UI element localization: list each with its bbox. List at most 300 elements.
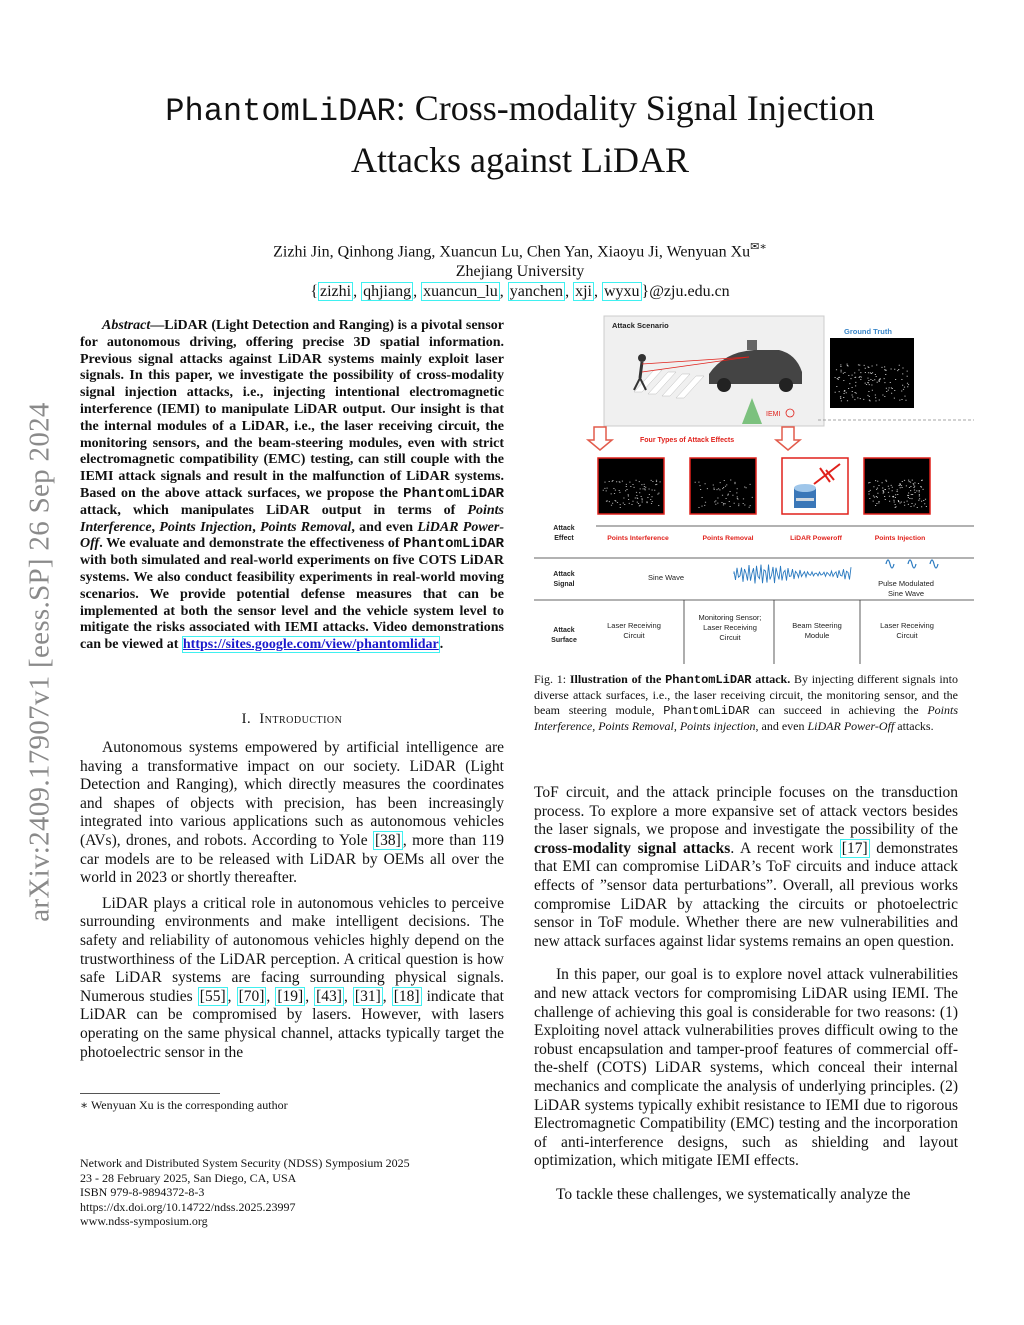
point-cloud-dot (858, 365, 859, 366)
point-cloud-dot (900, 503, 901, 504)
point-cloud-dot (876, 376, 877, 377)
point-cloud-dot (888, 390, 889, 391)
abstract-text: —LiDAR (Light Detection and Ranging) is a pivotal sensor for autonomous driving, offering precise 3D spatial information. Previous signal attacks against LiDAR systems mainly exploit laser signals. In this paper, we investigate the possibility of cross-modality signal injection attacks, i.e., injecting intentional electromagnetic interference (IEMI) to manipulate LiDAR output. Our insight is that the internal modules of a LiDAR, i.e., the laser receiving circuit, the monitoring sensors, and the beam-steering modules, even with strict electromagnetic compatibility (EMC) testing, can still couple with the IEMI attack signals and result in the malfunction of LiDAR systems. Based on the above attack surfaces, we propose the (80, 318, 504, 501)
footer-line: https://dx.doi.org/10.14722/ndss.2025.23997 (80, 1199, 296, 1214)
surface-label: Laser Receiving (703, 623, 757, 632)
figure-1-diagram (534, 312, 974, 670)
point-cloud-dot (619, 481, 620, 482)
point-cloud-dot (607, 488, 608, 489)
point-cloud-dot (909, 487, 910, 488)
point-cloud-dot (844, 372, 845, 373)
point-cloud-dot (859, 377, 860, 378)
right-paragraph-2: In this paper, our goal is to explore novel attack vulnerabilities and new attack vectors for compromising LiDAR using IEMI. The challenge of achieving this goal is considerable for two reasons: (1) Exploiting novel attack vulnerabilities proves difficult owing to the robust encapsulation and tamper-proof features of commercial off-the-shelf (COTS) LiDAR systems, which conceal their internal mechanics and complicate the analysis of underlying principles. (2) LiDAR systems typically exhibit resistance to IEMI due to rigorous Electromagnetic Compatibility (EMC) testing and the incorporation of anti-interference designs, such as shielding and layout optimization, which mitigate IEMI effects. (534, 966, 958, 1170)
lidar-device-icon (794, 484, 816, 508)
citation-link[interactable]: [17] (841, 839, 868, 857)
point-cloud-dot (626, 489, 627, 490)
email-link[interactable]: zizhi (320, 283, 352, 301)
point-cloud-dot (617, 502, 618, 503)
abstract-text: , and even (351, 519, 418, 535)
point-cloud-dot (628, 494, 629, 495)
point-cloud-dot (876, 365, 877, 366)
point-cloud-dot (872, 366, 873, 367)
caption-system-name: PhantomLiDAR (665, 673, 752, 687)
point-cloud-dot (877, 493, 878, 494)
intro-paragraph-1 (80, 739, 504, 888)
point-cloud-dot (640, 505, 641, 506)
point-cloud-dot (840, 398, 841, 399)
point-cloud-dot (883, 493, 884, 494)
point-cloud-dot (895, 507, 896, 508)
point-cloud-dot (908, 480, 909, 481)
point-cloud-dot (889, 501, 890, 502)
pulse-wave-icon (886, 560, 938, 568)
point-cloud-dot (750, 505, 751, 506)
point-cloud-dot (883, 492, 884, 493)
para-text: indicate that LiDAR can be compromised by lasers. However, with lasers operating on the same physical channel, attacks typically target the photoelectric sensor in the (80, 987, 504, 1061)
point-cloud-dot (866, 384, 867, 385)
caption-system-name: PhantomLiDAR (663, 704, 750, 718)
surface-label: Circuit (896, 631, 918, 640)
section-number: I. (241, 711, 252, 727)
point-cloud-dot (919, 494, 920, 495)
point-cloud-dot (725, 486, 726, 487)
point-cloud-dot (611, 505, 612, 506)
point-cloud-dot (734, 483, 735, 484)
point-cloud-dot (847, 400, 848, 401)
right-paragraph-1 (534, 784, 958, 951)
point-cloud-dot (652, 481, 653, 482)
caption-label: Fig. 1: (534, 672, 570, 686)
pulse-label: Sine Wave (888, 589, 924, 598)
point-cloud-dot (894, 502, 895, 503)
point-cloud-dot (657, 494, 658, 495)
point-cloud-dot (897, 370, 898, 371)
point-cloud-dot (877, 488, 878, 489)
four-types-label: Four Types of Attack Effects (640, 437, 735, 444)
point-cloud-dot (891, 388, 892, 389)
caption-text: attacks. (894, 719, 934, 733)
point-cloud-dot (647, 497, 648, 498)
point-cloud-dot (607, 501, 608, 502)
point-cloud-dot (720, 482, 721, 483)
point-cloud-dot (718, 488, 719, 489)
section-title: Introduction (259, 711, 343, 727)
point-cloud-dot (852, 395, 853, 396)
point-cloud-dot (871, 373, 872, 374)
citation-link[interactable]: [19] (277, 987, 304, 1005)
point-cloud-dot (908, 497, 909, 498)
point-cloud-dot (717, 503, 718, 504)
point-cloud-dot (843, 373, 844, 374)
effect-points-injection: Points Injection (874, 535, 926, 542)
point-cloud-dot (885, 370, 886, 371)
point-cloud-dot (849, 383, 850, 384)
email-link[interactable]: wyxu (603, 283, 640, 301)
point-cloud-dot (878, 485, 879, 486)
point-cloud-dot (869, 498, 870, 499)
point-cloud-dot (630, 486, 631, 487)
point-cloud-dot (899, 483, 900, 484)
point-cloud-dot (723, 503, 724, 504)
sine-wave-graphic (734, 565, 851, 584)
point-cloud-dot (904, 480, 905, 481)
point-cloud-dot (848, 375, 849, 376)
point-cloud-dot (901, 379, 902, 380)
point-cloud-dot (744, 487, 745, 488)
point-cloud-dot (642, 502, 643, 503)
point-cloud-dot (702, 497, 703, 498)
point-cloud-dot (855, 382, 856, 383)
point-cloud-dot (726, 498, 727, 499)
point-cloud-dot (869, 396, 870, 397)
point-cloud-dot (835, 392, 836, 393)
citation-link[interactable]: [55] (199, 987, 226, 1005)
point-cloud-dot (895, 497, 896, 498)
point-cloud-dot (907, 383, 908, 384)
point-cloud-dot (603, 490, 604, 491)
point-cloud-dot (870, 490, 871, 491)
point-cloud-dot (888, 486, 889, 487)
point-cloud-dot (902, 385, 903, 386)
point-cloud-dot (619, 490, 620, 491)
point-cloud-dot (752, 497, 753, 498)
point-cloud-dot (879, 380, 880, 381)
point-cloud-dot (873, 496, 874, 497)
paper-title (70, 84, 970, 184)
point-cloud-dot (859, 365, 860, 366)
point-cloud-dot (644, 484, 645, 485)
citation-link[interactable]: [18] (393, 987, 420, 1005)
point-cloud-dot (838, 377, 839, 378)
caption-bold: attack. (751, 672, 791, 686)
point-cloud-dot (868, 494, 869, 495)
surface-label: Module (804, 631, 830, 640)
point-cloud-dot (634, 487, 635, 488)
point-cloud-dot (636, 495, 637, 496)
para-text: , more than 119 car models are to be released with LiDAR by OEMs all over the world in 2023 or shortly thereafter. (80, 831, 504, 887)
point-cloud-dot (878, 503, 879, 504)
point-cloud-dot (872, 380, 873, 381)
point-cloud-dot (705, 502, 706, 503)
footer-line: ISBN 979-8-9894372-8-3 (80, 1185, 205, 1199)
title-system-name: PhantomLiDAR (165, 93, 396, 130)
point-cloud-dot (722, 488, 723, 489)
point-cloud-dot (907, 495, 908, 496)
point-cloud-dot (893, 500, 894, 501)
point-cloud-dot (876, 496, 877, 497)
para-text: LiDAR plays a critical role in autonomous vehicles to perceive surrounding environments and make intelligent decisions. The safety and reliability of autonomous vehicles highly depend on the trustworthiness of the LiDAR perception. A critical question is how safe LiDAR systems are facing surrounding physical signals. Numerous studies (80, 894, 504, 1005)
point-cloud-dot (644, 486, 645, 487)
point-cloud-dot (609, 501, 610, 502)
footer-line: Network and Distributed System Security (NDSS) Symposium 2025 (80, 1156, 410, 1170)
point-cloud-dot (918, 500, 919, 501)
point-cloud-dot (920, 486, 921, 487)
point-cloud-dot (844, 390, 845, 391)
point-cloud-dot (623, 498, 624, 499)
point-cloud-dot (891, 369, 892, 370)
point-cloud-dot (840, 366, 841, 367)
point-cloud-dot (643, 489, 644, 490)
abstract-emph: Points Removal (259, 519, 352, 535)
point-cloud-dot (899, 365, 900, 366)
point-cloud-dot (868, 372, 869, 373)
point-cloud-dot (658, 505, 659, 506)
point-cloud-dot (904, 502, 905, 503)
point-cloud-dot (901, 391, 902, 392)
point-cloud-dot (640, 489, 641, 490)
point-cloud-dot (746, 487, 747, 488)
point-cloud-dot (912, 494, 913, 495)
point-cloud-dot (655, 484, 656, 485)
figure-caption (534, 672, 958, 734)
point-cloud-dot (898, 500, 899, 501)
point-cloud-dot (882, 488, 883, 489)
point-cloud-dot (651, 480, 652, 481)
point-cloud-dot (649, 489, 650, 490)
surface-label: Circuit (623, 631, 645, 640)
point-cloud-dot (921, 480, 922, 481)
title-line1: : Cross-modality Signal Injection (395, 88, 875, 128)
point-cloud-dot (867, 395, 868, 396)
point-cloud-dot (604, 482, 605, 483)
point-cloud-dot (870, 401, 871, 402)
point-cloud-dot (921, 506, 922, 507)
iemi-label: IEMI (766, 411, 781, 418)
abstract-text: attack, which manipulates LiDAR output in terms of (80, 502, 468, 518)
caption-italic: Points Interference, Points Removal, Points injection (534, 703, 958, 733)
affiliation: Zhejiang University (455, 263, 585, 281)
author-names: Zizhi Jin, Qinhong Jiang, Xuancun Lu, Chen Yan, Xiaoyu Ji, Wenyuan Xu (273, 243, 751, 261)
point-cloud-dot (908, 504, 909, 505)
point-cloud-dot (713, 485, 714, 486)
effect-points-interference: Points Interference (607, 535, 669, 542)
point-cloud-dot (611, 494, 612, 495)
point-cloud-dot (856, 393, 857, 394)
point-cloud-dot (919, 498, 920, 499)
point-cloud-dot (913, 483, 914, 484)
point-cloud-dot (926, 506, 927, 507)
point-cloud-dot (843, 397, 844, 398)
point-cloud-dot (620, 507, 621, 508)
point-cloud-dot (645, 490, 646, 491)
point-cloud-dot (884, 369, 885, 370)
point-cloud-dot (875, 480, 876, 481)
point-cloud-dot (900, 487, 901, 488)
point-cloud-dot (868, 483, 869, 484)
email-link[interactable]: qhjiang (363, 283, 412, 301)
point-cloud-dot (869, 482, 870, 483)
point-cloud-dot (732, 495, 733, 496)
point-cloud-dot (656, 480, 657, 481)
point-cloud-dot (886, 391, 887, 392)
point-cloud-dot (629, 503, 630, 504)
conference-footer (80, 1156, 504, 1229)
abstract-text: with both simulated and real-world experiments on five COTS LiDAR systems. We also conduct feasibility experiments in real-world moving scenarios. We provide potential defense measures that can be implemented at both the sensor level and the vehicle system level to mitigate the risks associated with IEMI attacks. Video demonstrations can be viewed at (80, 553, 504, 653)
caption-text: By injecting different signals into diverse attack surfaces, i.e., the laser receiving circuit, the monitoring sensor, and the beam steering module, (534, 672, 959, 717)
right-paragraph-3: To tackle these challenges, we systematically analyze the (556, 1185, 911, 1203)
surface-label: Beam Steering (792, 621, 842, 630)
point-cloud-dot (883, 491, 884, 492)
point-cloud-dot (907, 371, 908, 372)
point-cloud-dot (912, 480, 913, 481)
point-cloud-dot (889, 496, 890, 497)
abstract-system-name: PhantomLiDAR (403, 536, 504, 553)
point-cloud-dot (918, 483, 919, 484)
point-cloud-dot (909, 498, 910, 499)
point-cloud-dot (641, 484, 642, 485)
point-cloud-dot (632, 484, 633, 485)
caption-bold: Illustration of the (569, 672, 666, 686)
email-link[interactable]: xuancun_lu (423, 283, 498, 301)
point-cloud-dot (894, 369, 895, 370)
point-cloud-dot (858, 370, 859, 371)
point-cloud-dot (839, 391, 840, 392)
point-cloud-dot (885, 480, 886, 481)
pulse-label: Pulse Modulated (878, 579, 934, 588)
point-cloud-dot (614, 493, 615, 494)
point-cloud-dot (894, 398, 895, 399)
point-cloud-dot (704, 505, 705, 506)
point-cloud-dot (915, 504, 916, 505)
point-cloud-dot (897, 494, 898, 495)
point-cloud-dot (641, 498, 642, 499)
point-cloud-dot (715, 504, 716, 505)
point-cloud-dot (901, 399, 902, 400)
point-cloud-dot (906, 486, 907, 487)
point-cloud-dot (619, 492, 620, 493)
point-cloud-dot (649, 494, 650, 495)
point-cloud-dot (879, 381, 880, 382)
point-cloud-dot (910, 506, 911, 507)
citation-link[interactable]: [43] (316, 987, 342, 1005)
point-cloud-dot (901, 485, 902, 486)
point-cloud-dot (888, 492, 889, 493)
sine-wave-label: Sine Wave (648, 573, 684, 582)
point-cloud-dot (900, 485, 901, 486)
point-cloud-dot (870, 379, 871, 380)
point-cloud-dot (878, 501, 879, 502)
point-cloud-dot (717, 498, 718, 499)
point-cloud-dot (889, 488, 890, 489)
point-cloud-dot (910, 490, 911, 491)
footnote: ∗ Wenyuan Xu is the corresponding author (80, 1098, 288, 1112)
point-cloud-dot (723, 487, 724, 488)
para-bold: cross-modality signal attacks (534, 839, 731, 857)
point-cloud-dot (841, 372, 842, 373)
point-cloud-dot (868, 491, 869, 492)
point-cloud-dot (875, 505, 876, 506)
point-cloud-dot (865, 383, 866, 384)
arxiv-id-text: arXiv:2409.17907v1 [eess.SP] 26 Sep 2024 (23, 402, 56, 922)
intro-paragraph-2: LiDAR plays a critical role in autonomous vehicles to perceive surrounding environments and make intelligent decisions. The safety and reliability of autonomous vehicles highly depend on the trustworthiness of the LiDAR perception. A critical question is how safe LiDAR systems are facing surrounding physical signals. Numerous studies [55] , [70] , [19] , [43] , [31] , [18] indicate that LiDAR can be compromised by lasers. However, with lasers operating on the same physical channel, attacks typically target the photoelectric sensor in the (80, 894, 504, 1061)
email-link[interactable]: yanchen (509, 283, 564, 301)
point-cloud-dot (892, 490, 893, 491)
point-cloud-dot (639, 506, 640, 507)
point-cloud-dot (897, 491, 898, 492)
point-cloud-dot (743, 499, 744, 500)
point-cloud-dot (719, 490, 720, 491)
right-column (534, 784, 958, 1204)
point-cloud-dot (908, 384, 909, 385)
point-cloud-dot (726, 485, 727, 486)
abstract-emph: Points Interference (80, 502, 504, 535)
point-cloud-dot (639, 481, 640, 482)
point-cloud-dot (902, 487, 903, 488)
point-cloud-dot (626, 484, 627, 485)
point-cloud-dot (713, 488, 714, 489)
point-cloud-dot (716, 489, 717, 490)
citation-link[interactable]: [70] (238, 987, 265, 1005)
point-cloud-dot (886, 481, 887, 482)
point-cloud-dot (865, 372, 866, 373)
point-cloud-dot (639, 492, 640, 493)
video-demo-link[interactable]: https://sites.google.com/view/phantomlidar (182, 637, 439, 653)
citation-link[interactable]: [31] (354, 987, 381, 1005)
point-cloud-dot (875, 397, 876, 398)
section-heading (80, 711, 504, 728)
title-line2: Attacks against LiDAR (351, 140, 689, 180)
point-cloud-dot (612, 480, 613, 481)
row-label: Attack (553, 571, 575, 578)
point-cloud-dot (623, 503, 624, 504)
point-cloud-dot (723, 505, 724, 506)
row-label: Effect (554, 535, 574, 542)
point-cloud-dot (847, 365, 848, 366)
point-cloud-dot (882, 395, 883, 396)
sine-wave-path (734, 565, 851, 584)
point-cloud-dot (724, 480, 725, 481)
effect-points-removal: Points Removal (702, 535, 754, 542)
point-cloud-dot (737, 488, 738, 489)
point-cloud-dot (911, 494, 912, 495)
point-cloud-dot (899, 400, 900, 401)
point-cloud-dot (729, 501, 730, 502)
point-cloud-dot (874, 497, 875, 498)
point-cloud-dot (911, 498, 912, 499)
point-cloud-dot (855, 392, 856, 393)
citation-link[interactable]: [38] (375, 831, 401, 849)
point-cloud-dot (877, 481, 878, 482)
point-cloud-dot (893, 497, 894, 498)
point-cloud-dot (869, 384, 870, 385)
point-cloud-dot (884, 382, 885, 383)
point-cloud-dot (855, 386, 856, 387)
point-cloud-dot (727, 495, 728, 496)
point-cloud-dot (852, 375, 853, 376)
email-line: { zizhi , qhjiang , xuancun_lu , yanchen , xji , wyxu }@zju.edu.cn (310, 283, 730, 301)
point-cloud-dot (628, 496, 629, 497)
intro-column (80, 739, 504, 1062)
point-cloud-dot (641, 496, 642, 497)
email-link[interactable]: xji (575, 283, 592, 301)
row-label: Surface (551, 637, 577, 644)
point-cloud-dot (885, 489, 886, 490)
point-cloud-dot (923, 500, 924, 501)
point-cloud-dot (625, 490, 626, 491)
point-cloud-dot (905, 400, 906, 401)
point-cloud-dot (660, 482, 661, 483)
para-text: demonstrates that EMI can compromise LiDAR’s ToF circuits and induce attack effects of ”sensor data perturbations”. Overall, all previous works compromise LiDAR by attacking the circuits or photoelectric sensor in ToF module. Whether there are new vulnerabilities and new attack surfaces against lidar systems remains an open question. (534, 839, 958, 950)
point-cloud-dot (867, 378, 868, 379)
point-cloud-dot (654, 490, 655, 491)
point-cloud-dot (841, 370, 842, 371)
point-cloud-dot (915, 492, 916, 493)
point-cloud-dot (855, 377, 856, 378)
point-cloud-dot (616, 481, 617, 482)
footer-line: www.ndss-symposium.org (80, 1214, 208, 1228)
para-text: Autonomous systems empowered by artificial intelligence are having a transformative impact on our society. LiDAR (Light Detection and Ranging), which directly measures the coordinates and shapes of objects with precision, has been increasingly integrated into various applications such as autonomous vehicles (AVs), drones, and robots. According to Yole (80, 739, 504, 849)
point-cloud-dot (871, 385, 872, 386)
